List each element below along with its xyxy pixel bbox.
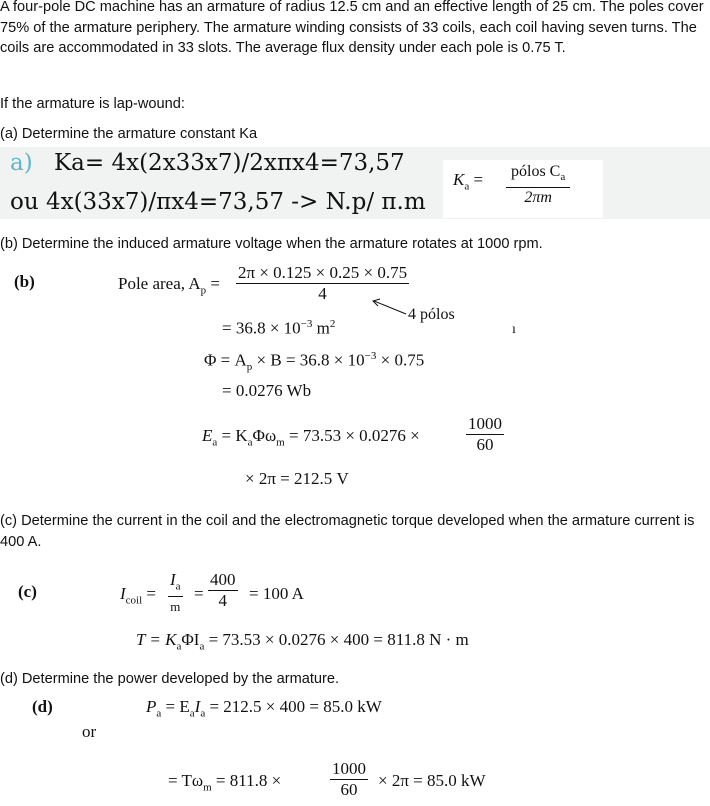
answer-a-line1 <box>10 150 405 176</box>
pole-area-label: Pole area, $A_p$ = <box>118 274 220 297</box>
ka-numerator-sub: a <box>560 171 566 184</box>
ka-fraction <box>506 162 570 208</box>
flux-equation <box>204 350 424 373</box>
flux-sub: p <box>246 361 253 374</box>
ea-mid: = K <box>217 426 248 445</box>
problem-intro: A four-pole DC machine has an armature of radius 12.5 cm and an effective length of 25 cm. The poles cover 75% of the armature periphery. The armature winding consists of 33 coils, each coil having seven turns. The coils are accommodated in 33 slots. The average flux density under each pole is 0.75 T. <box>0 0 704 56</box>
question-c: (c) Determine the current in the coil and the electromagnetic torque developed when the armature current is 400 A. <box>0 513 695 550</box>
pole-area-value-text: = 36.8 × 10 <box>222 318 301 338</box>
question-d: (d) Determine the power developed by the armature. <box>0 671 340 687</box>
ea-fraction <box>466 414 504 455</box>
flux-exp: −3 <box>364 350 377 362</box>
answer-a-expression-2: ou 4x(33x7)/πx4=73,57 -> N.p/ π.m <box>10 189 426 215</box>
pole-area-denominator: 4 <box>318 284 327 303</box>
icoil-frac1-den: m <box>170 599 181 615</box>
pa-equation: $P_a = E_aI_a = 212.5 \times 400 = 85.0$ kW <box>146 697 382 720</box>
pole-area-unit: m <box>312 318 330 338</box>
ea-denominator: 60 <box>476 435 494 454</box>
ka-equals: = <box>473 170 484 189</box>
tw-fraction <box>330 759 368 800</box>
icoil-sub: coil <box>125 594 143 607</box>
ka-formula <box>453 170 483 192</box>
answer-c-label: (c) <box>18 582 37 601</box>
ea-rest: = 73.53 × 0.0276 × <box>284 426 420 445</box>
answer-a-expression-1: Ka= 4x(2x33x7)/2xπx4=73,57 <box>54 150 405 176</box>
icoil-symbol: I <box>120 584 126 603</box>
ka-denominator: 2πm <box>524 189 552 207</box>
icoil-frac1-num: I <box>170 570 176 589</box>
icoil-equals: = <box>194 584 204 603</box>
icoil-frac1-sub: a <box>175 580 181 593</box>
tw-tail: × 2π = 85.0 kW <box>378 771 486 790</box>
tw-equation <box>168 771 281 793</box>
pole-area-unit-exp: 2 <box>329 318 336 330</box>
or-word: or <box>82 722 97 741</box>
icoil-fraction-2 <box>208 570 238 611</box>
stray-mark: ı <box>512 322 516 337</box>
pole-area-text: Pole area, A <box>118 274 201 293</box>
answer-a-label: a) <box>10 150 33 176</box>
answer-d-label: (d) <box>32 697 53 716</box>
ka-symbol: K <box>453 170 465 189</box>
tw-mid: = 811.8 × <box>211 771 282 790</box>
ea-numerator: 1000 <box>468 414 502 433</box>
torque-rest: ΦI <box>181 630 200 649</box>
annotation-arrow-icon <box>368 296 408 318</box>
flux-value: = 0.0276 Wb <box>222 381 312 400</box>
pole-area-exp: −3 <box>300 318 313 330</box>
pole-area-sub: p <box>200 284 207 297</box>
tw-numerator: 1000 <box>332 759 366 778</box>
question-a: (a) Determine the armature constant Ka <box>0 126 258 142</box>
pole-area-numerator: 2π × 0.125 × 0.25 × 0.75 <box>238 263 408 282</box>
ea-result: × 2π = 212.5 V <box>245 469 349 488</box>
torque-equation: $T = K_a\Phi I_a = 73.53 \times 0.0276 \times 400 = 811.8$ N · m <box>136 630 469 653</box>
torque-tail: = 73.53 × 0.0276 × 400 = 811.8 N · m <box>204 630 469 649</box>
tw-lhs: = Tω <box>168 771 204 790</box>
flux-tail: × 0.75 <box>376 350 425 370</box>
question-b: (b) Determine the induced armature voltage when the armature rotates at 1000 rpm. <box>0 236 543 252</box>
problem-condition: If the armature is lap-wound: <box>0 96 185 112</box>
icoil-frac2-num: 400 <box>210 570 236 589</box>
flux-rest: × B = 36.8 × 10 <box>252 350 365 370</box>
ea-mid2: Φω <box>252 426 277 445</box>
annotation-4-poles: 4 pólos <box>408 306 455 323</box>
pa-mid: = E <box>161 697 190 716</box>
tw-sub: m <box>203 781 212 794</box>
pa-mid2: I <box>194 697 201 716</box>
ea-equation: $E_a = K_a\Phi\omega_m = 73.53 \times 0.0276$ × <box>202 426 420 449</box>
tw-denominator: 60 <box>340 780 358 799</box>
pole-area-value <box>222 318 335 339</box>
flux-lhs: Φ = A <box>204 350 247 370</box>
icoil-fraction-1 <box>168 570 183 617</box>
ka-subscript: a <box>464 180 470 193</box>
ka-numerator: pólos C <box>511 163 561 180</box>
icoil-frac2-den: 4 <box>218 591 227 610</box>
icoil-lhs: $I_{coil}$ = <box>120 584 157 607</box>
icoil-result: = 100 A <box>249 584 304 603</box>
answer-b-label: (b) <box>14 272 35 291</box>
pa-symbol: P <box>146 697 157 716</box>
torque-lhs: T = K <box>136 630 177 649</box>
ea-symbol: E <box>202 426 213 445</box>
pa-tail: = 212.5 × 400 = 85.0 kW <box>205 697 382 716</box>
